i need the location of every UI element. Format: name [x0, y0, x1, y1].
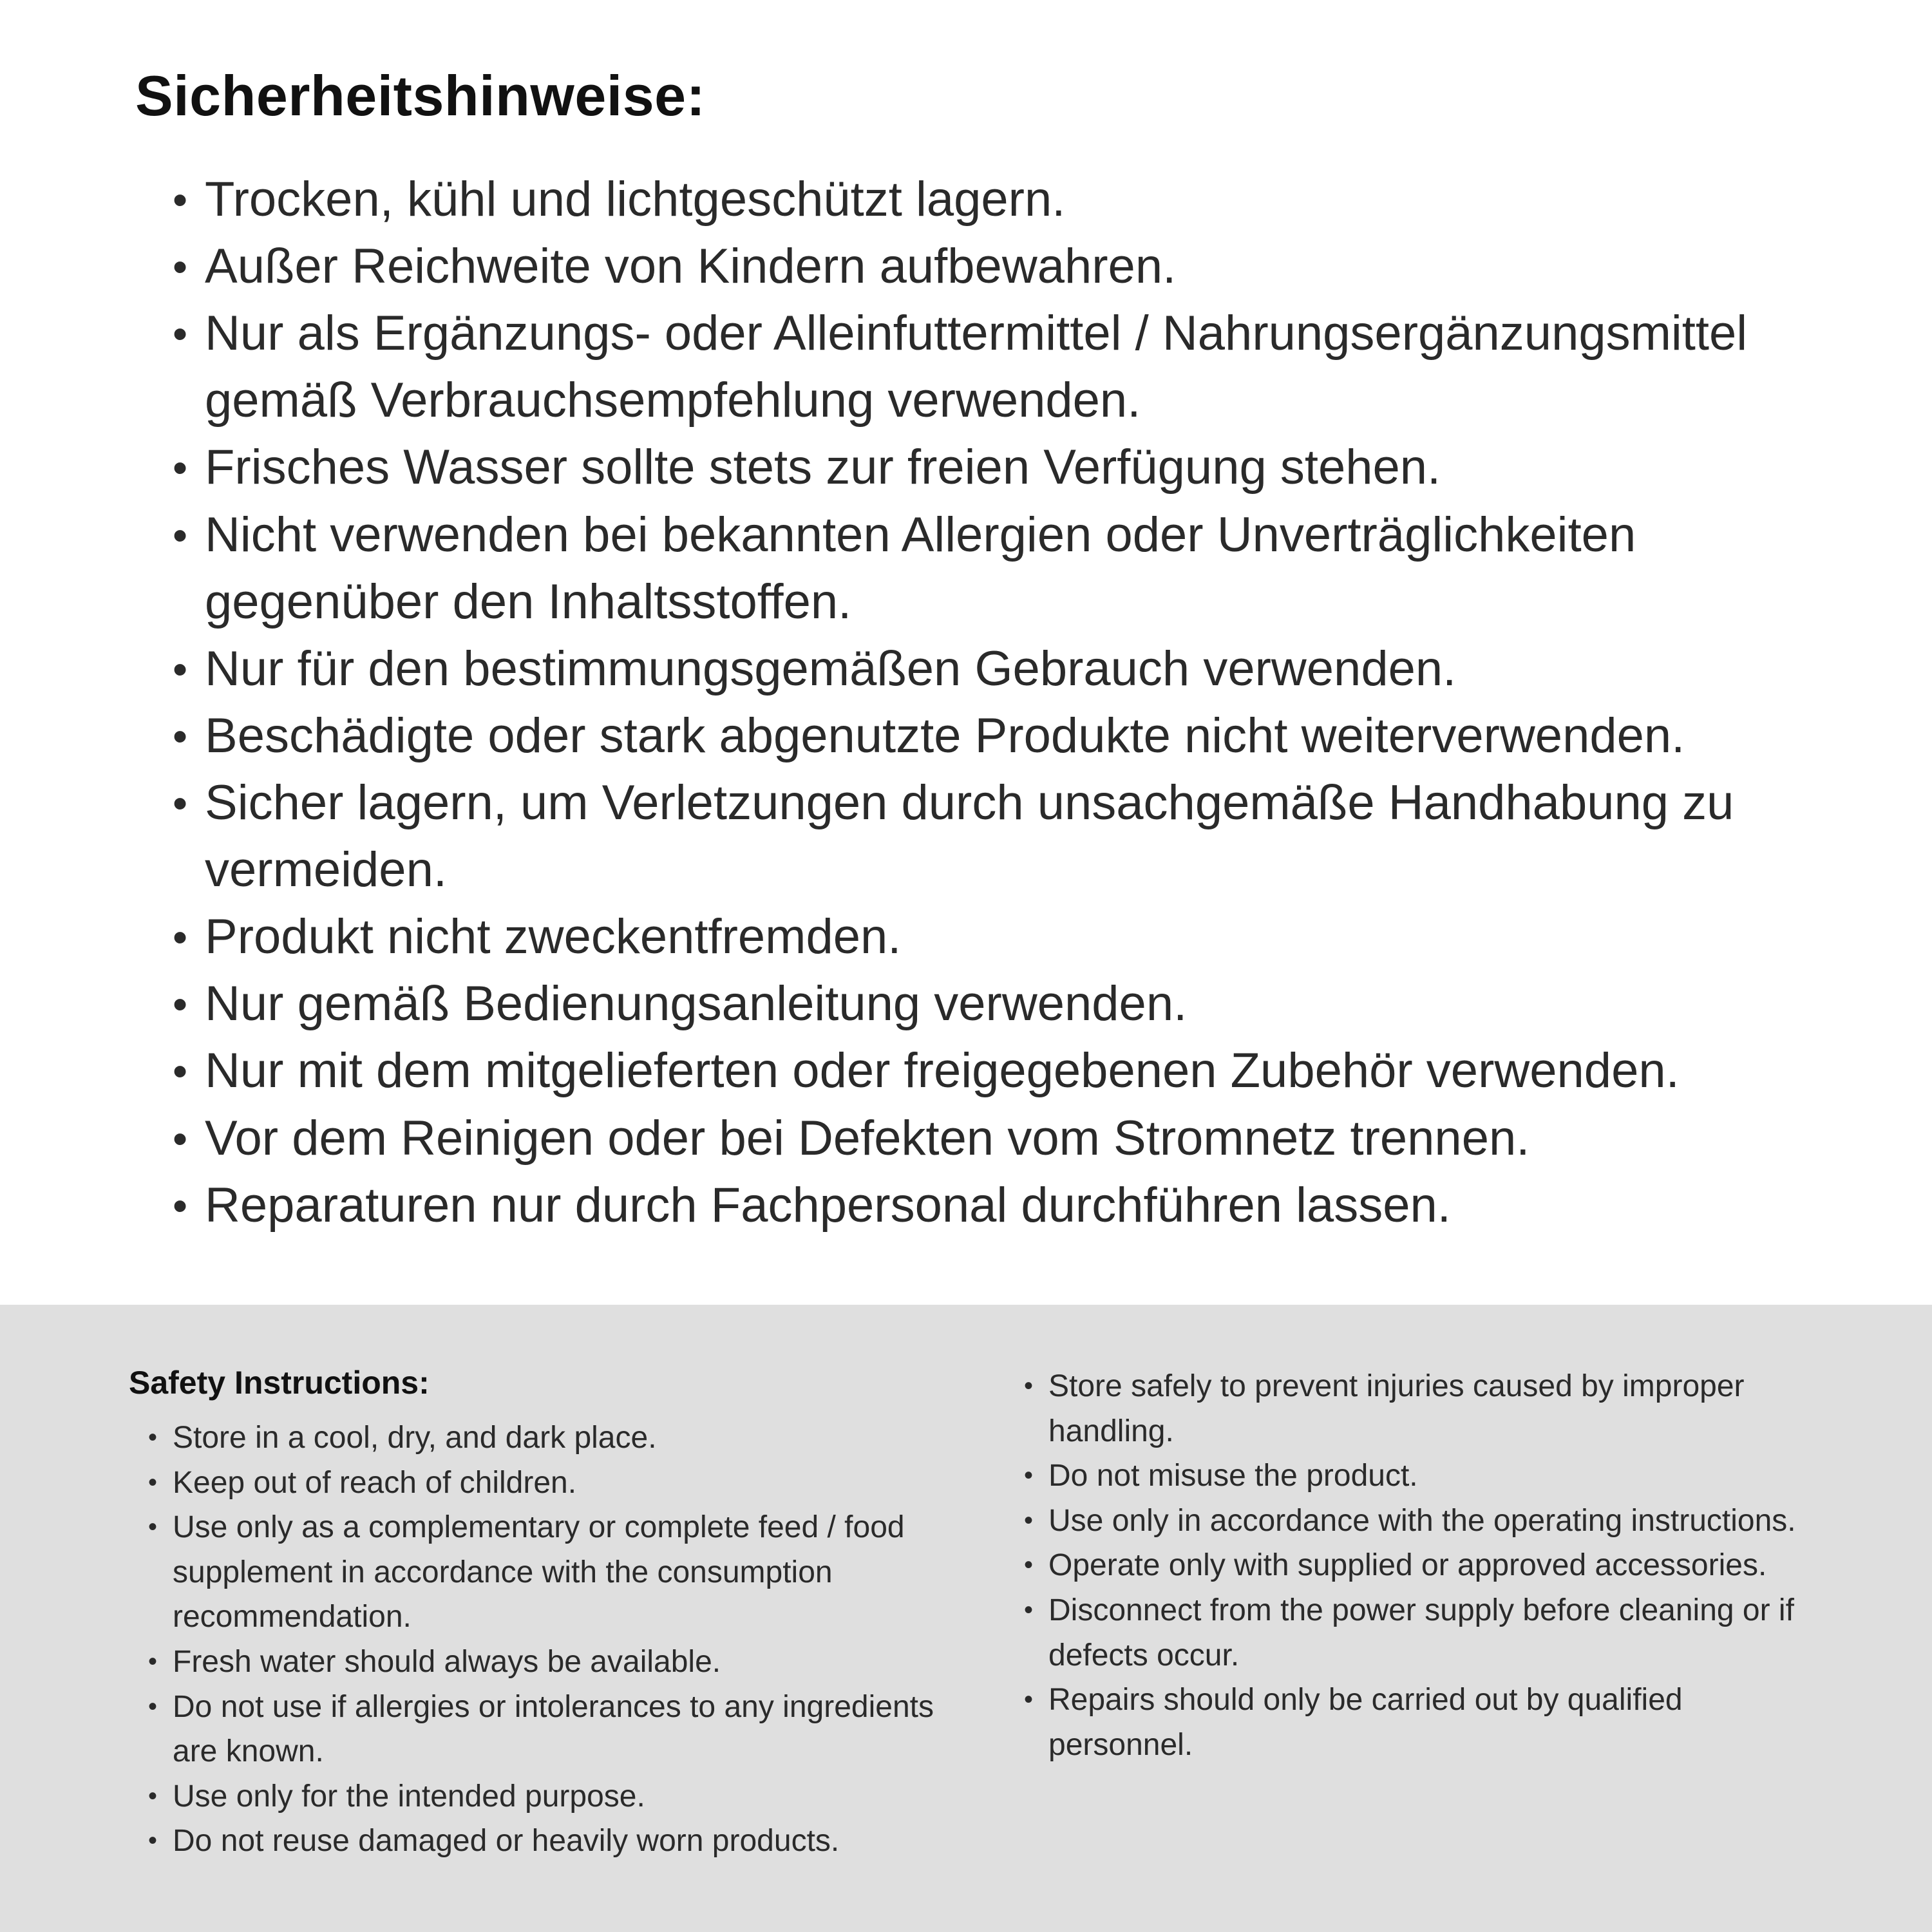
bullet-text: Trocken, kühl und lichtgeschützt lagern. — [205, 172, 1066, 227]
bullet-text: Do not reuse damaged or heavily worn products. — [173, 1824, 840, 1859]
bullet-text: Keep out of reach of children. — [173, 1465, 577, 1500]
list-item — [1024, 1364, 1797, 1454]
bullet-text: Beschädigte oder stark abgenutzte Produkte nicht weiterverwenden. — [205, 708, 1685, 763]
bullet-text: Frisches Wasser sollte stets zur freien Verfügung stehen. — [205, 440, 1441, 495]
bullet-text: Disconnect from the power supply before cleaning or if defects occur. — [1048, 1593, 1794, 1672]
bullet-text: Produkt nicht zweckentfremden. — [205, 909, 902, 965]
german-section-title: Sicherheitshinweise: — [135, 64, 706, 128]
bullet-text: Nur gemäß Bedienungsanleitung verwenden. — [205, 976, 1188, 1032]
list-item — [173, 434, 1783, 501]
list-item — [148, 1685, 953, 1774]
bullet-text: Use only as a complementary or complete feed / food supplement in accordance with the consumption recommendation. — [173, 1510, 905, 1634]
bullet-text: Reparaturen nur durch Fachpersonal durchführen lassen. — [205, 1177, 1451, 1233]
list-item — [173, 971, 1783, 1037]
list-item — [1024, 1543, 1797, 1588]
list-item — [173, 502, 1783, 636]
list-item — [173, 1172, 1783, 1239]
english-section-title: Safety Instructions: — [129, 1365, 430, 1401]
bullet-text: Fresh water should always be available. — [173, 1644, 721, 1679]
english-left-column — [129, 1364, 985, 1864]
bullet-text: Repairs should only be carried out by qualified personnel. — [1048, 1683, 1683, 1762]
list-item — [1024, 1499, 1797, 1544]
german-bullet-list — [173, 166, 1783, 1239]
list-item — [148, 1819, 953, 1864]
list-item — [173, 166, 1783, 233]
list-item — [173, 703, 1783, 770]
list-item — [1024, 1454, 1797, 1499]
english-right-bullet-list — [1024, 1364, 1797, 1767]
list-item — [148, 1774, 953, 1819]
list-item — [173, 1105, 1783, 1172]
bullet-text: Außer Reichweite von Kindern aufbewahren. — [205, 239, 1177, 294]
bullet-text: Sicher lagern, um Verletzungen durch unsachgemäße Handhabung zu vermeiden. — [205, 775, 1734, 898]
english-section — [0, 1305, 1932, 1932]
bullet-text: Store safely to prevent injuries caused by improper handling. — [1048, 1369, 1745, 1448]
bullet-text: Vor dem Reinigen oder bei Defekten vom Stromnetz trennen. — [205, 1110, 1530, 1166]
list-item — [148, 1640, 953, 1685]
list-item — [173, 300, 1783, 434]
english-left-bullet-list — [148, 1416, 953, 1864]
list-item — [173, 636, 1783, 703]
bullet-text: Do not use if allergies or intolerances to any ingredients are known. — [173, 1689, 934, 1769]
bullet-text: Nicht verwenden bei bekannten Allergien oder Unverträglichkeiten gegenüber den Inhaltsstoffen. — [205, 507, 1636, 629]
bullet-text: Use only in accordance with the operating instructions. — [1048, 1503, 1796, 1538]
list-item — [148, 1416, 953, 1461]
list-item — [1024, 1678, 1797, 1767]
list-item — [173, 233, 1783, 300]
english-right-column — [1024, 1364, 1810, 1767]
list-item — [1024, 1588, 1797, 1678]
list-item — [148, 1505, 953, 1640]
bullet-text: Nur für den bestimmungsgemäßen Gebrauch verwenden. — [205, 641, 1457, 696]
list-item — [173, 904, 1783, 971]
bullet-text: Use only for the intended purpose. — [173, 1779, 645, 1814]
list-item — [173, 770, 1783, 904]
bullet-text: Nur als Ergänzungs- oder Alleinfuttermittel / Nahrungsergänzungsmittel gemäß Verbrauchsempfehlung verwenden. — [205, 306, 1748, 428]
list-item — [148, 1461, 953, 1506]
bullet-text: Operate only with supplied or approved accessories. — [1048, 1548, 1767, 1583]
bullet-text: Do not misuse the product. — [1048, 1459, 1418, 1493]
bullet-text: Store in a cool, dry, and dark place. — [173, 1421, 657, 1455]
list-item — [173, 1037, 1783, 1104]
bullet-text: Nur mit dem mitgelieferten oder freigegebenen Zubehör verwenden. — [205, 1043, 1680, 1099]
